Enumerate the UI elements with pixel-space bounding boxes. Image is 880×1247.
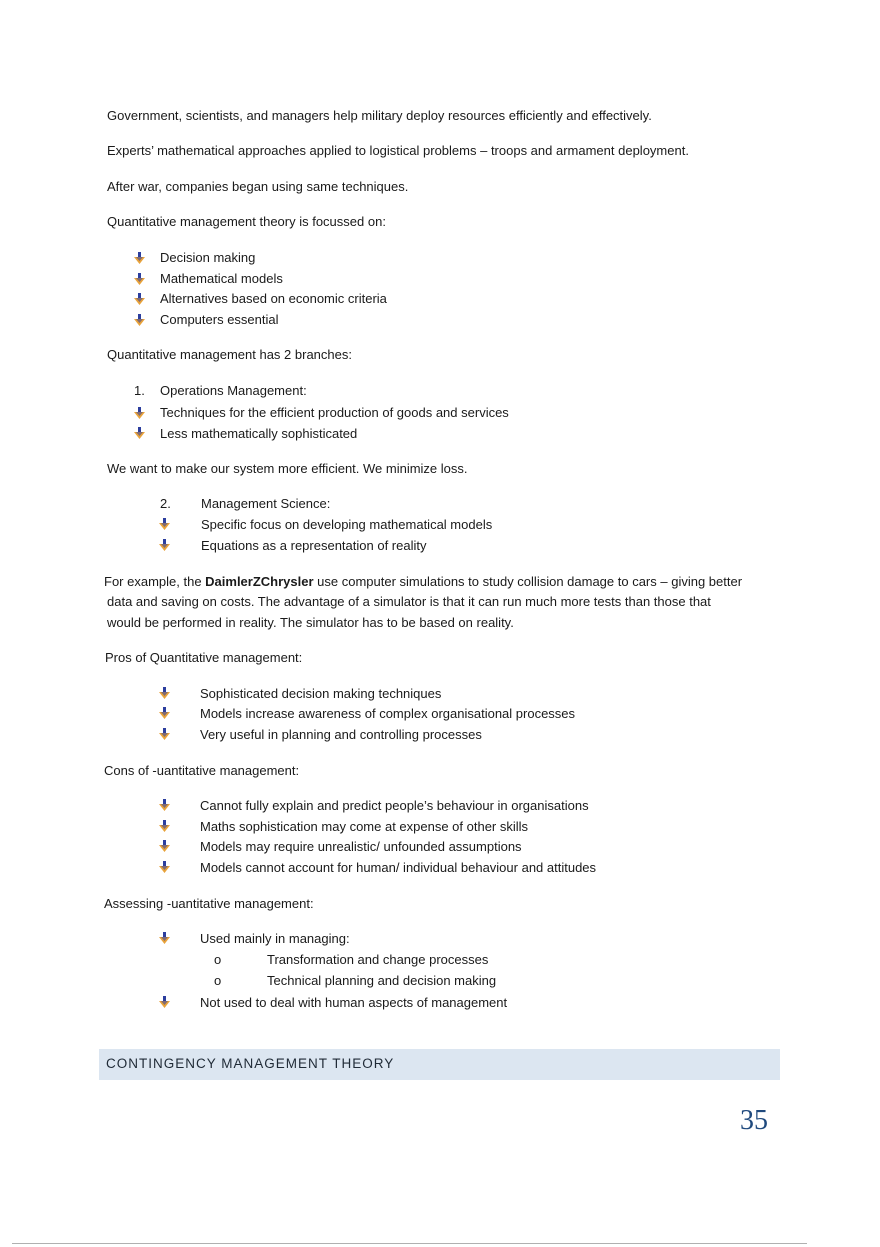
example-line-1 <box>104 574 742 590</box>
assessing-title: Assessing -uantitative management: <box>104 896 314 911</box>
arrow-bullet-icon <box>159 799 170 811</box>
arrow-bullet-icon <box>159 932 170 944</box>
arrow-bullet-icon <box>134 293 145 305</box>
arrow-bullet-icon <box>159 518 170 530</box>
example-line-2: data and saving on costs. The advantage of a simulator is that it can run much more tests than those that <box>107 594 711 609</box>
ops-bullet: Less mathematically sophisticated <box>160 426 358 441</box>
arrow-bullet-icon <box>134 252 145 264</box>
section-heading-bar <box>99 1049 780 1080</box>
pros-bullet: Models increase awareness of complex organisational processes <box>200 706 576 721</box>
ms-bullet: Specific focus on developing mathematical models <box>201 517 493 532</box>
assessing-bullet: Not used to deal with human aspects of management <box>200 995 508 1010</box>
assessing-bullet: Used mainly in managing: <box>200 931 350 946</box>
focus-bullet: Alternatives based on economic criteria <box>160 291 387 306</box>
focus-bullet: Decision making <box>160 250 256 265</box>
arrow-bullet-icon <box>134 427 145 439</box>
ms-number: 2. <box>160 496 171 511</box>
ops-title: Operations Management: <box>160 383 307 398</box>
arrow-bullet-icon <box>159 707 170 719</box>
intro-line-2: Experts’ mathematical approaches applied to logistical problems – troops and armament deployment. <box>107 143 689 158</box>
efficiency-line: We want to make our system more efficient. We minimize loss. <box>107 461 468 476</box>
arrow-bullet-icon <box>159 539 170 551</box>
assessing-sub-item: Technical planning and decision making <box>267 973 497 988</box>
ms-bullet: Equations as a representation of reality <box>201 538 427 553</box>
branches-intro: Quantitative management has 2 branches: <box>107 347 352 362</box>
arrow-bullet-icon <box>159 861 170 873</box>
intro-line-1: Government, scientists, and managers help military deploy resources efficiently and effectively. <box>107 108 652 123</box>
ops-number: 1. <box>134 383 145 398</box>
cons-bullet: Models may require unrealistic/ unfounded assumptions <box>200 839 522 854</box>
arrow-bullet-icon <box>159 728 170 740</box>
pros-title: Pros of Quantitative management: <box>105 650 303 665</box>
company-name: DaimlerZChrysler <box>205 574 314 589</box>
sub-bullet-marker: o <box>214 973 222 988</box>
cons-bullet: Maths sophistication may come at expense of other skills <box>200 819 529 834</box>
page-number: 35 <box>740 1105 768 1136</box>
arrow-bullet-icon <box>134 273 145 285</box>
ms-title: Management Science: <box>201 496 331 511</box>
example-prefix: For example, the <box>104 574 206 589</box>
section-heading: CONTINGENCY MANAGEMENT THEORY <box>106 1056 395 1071</box>
example-rest: use computer simulations to study collision damage to cars – giving better <box>313 574 743 589</box>
example-line-3: would be performed in reality. The simulator has to be based on reality. <box>107 615 514 630</box>
footer-divider <box>12 1243 807 1244</box>
arrow-bullet-icon <box>134 314 145 326</box>
arrow-bullet-icon <box>159 820 170 832</box>
ops-bullet: Techniques for the efficient production of goods and services <box>160 405 509 420</box>
pros-bullet: Sophisticated decision making techniques <box>200 686 442 701</box>
focus-bullet: Computers essential <box>160 312 279 327</box>
focus-bullet: Mathematical models <box>160 271 283 286</box>
arrow-bullet-icon <box>159 687 170 699</box>
arrow-bullet-icon <box>159 996 170 1008</box>
cons-title: Cons of -uantitative management: <box>104 763 300 778</box>
intro-line-3: After war, companies began using same techniques. <box>107 179 409 194</box>
cons-bullet: Models cannot account for human/ individual behaviour and attitudes <box>200 860 597 875</box>
cons-bullet: Cannot fully explain and predict people’s behaviour in organisations <box>200 798 589 813</box>
pros-bullet: Very useful in planning and controlling processes <box>200 727 482 742</box>
sub-bullet-marker: o <box>214 952 222 967</box>
intro-line-4: Quantitative management theory is focussed on: <box>107 214 386 229</box>
arrow-bullet-icon <box>134 407 145 419</box>
arrow-bullet-icon <box>159 840 170 852</box>
assessing-sub-item: Transformation and change processes <box>267 952 489 967</box>
